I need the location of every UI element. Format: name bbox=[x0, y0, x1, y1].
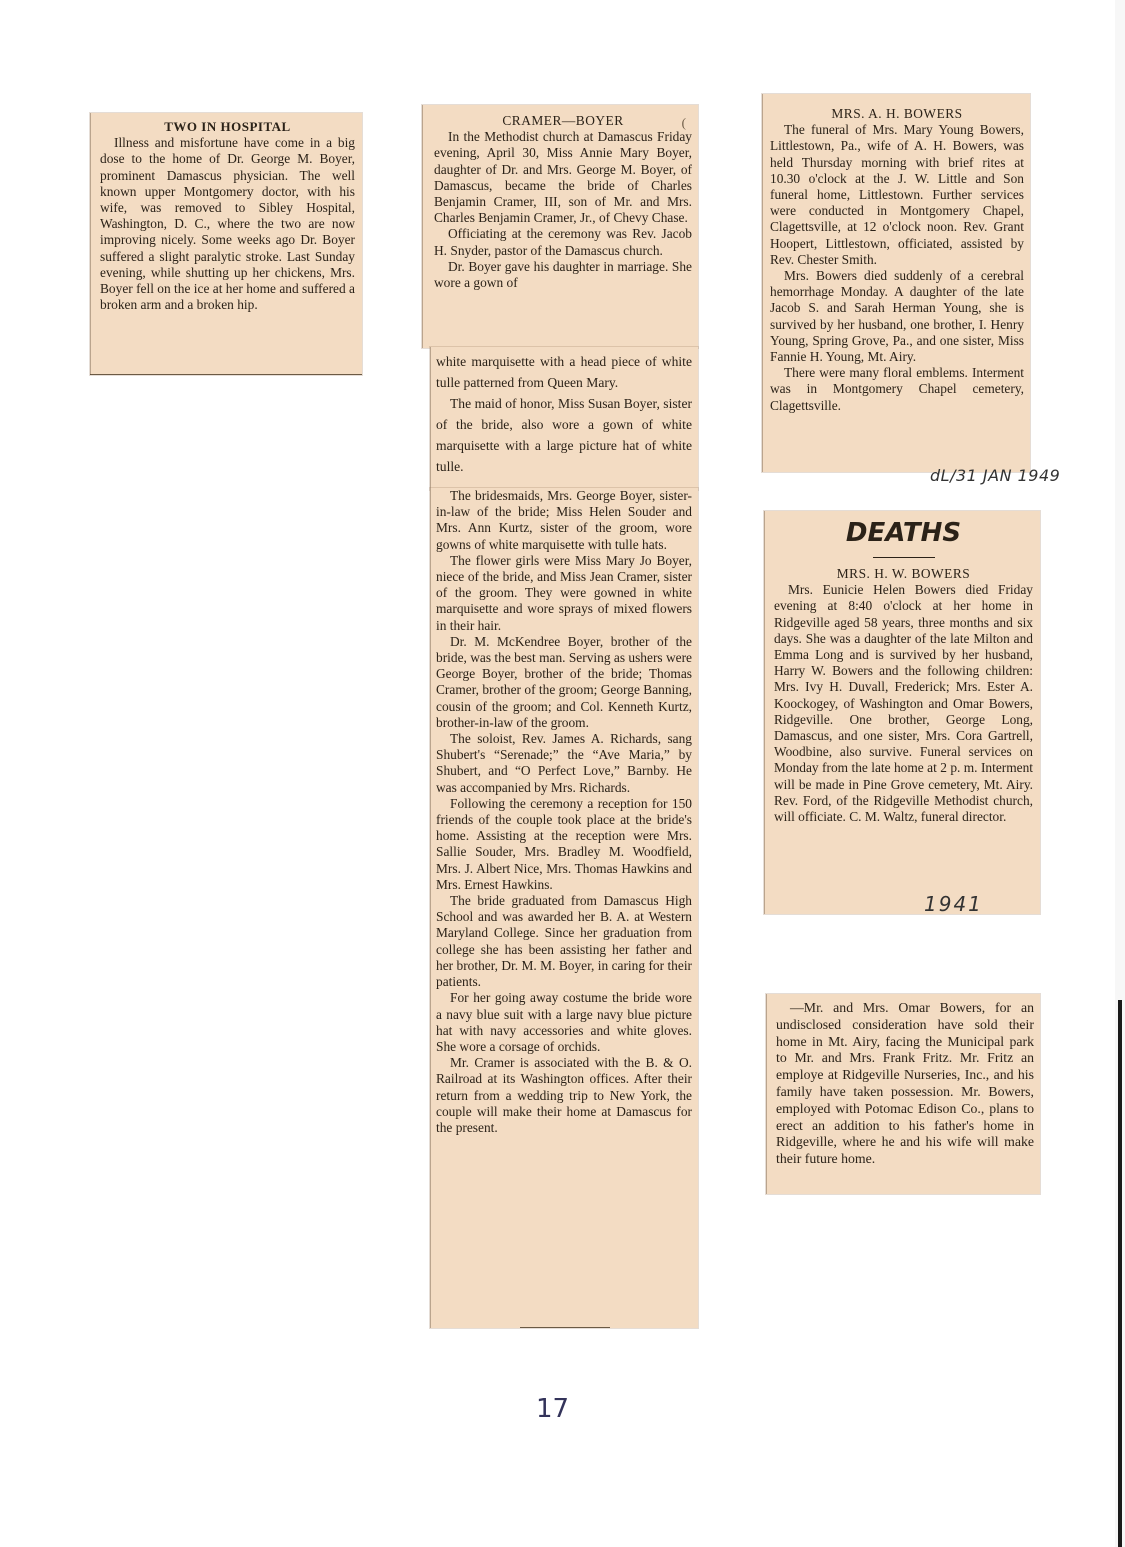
clipping-rule bbox=[90, 374, 362, 375]
clipping-headline: CRAMER—BOYER bbox=[502, 113, 624, 128]
clipping-mrs-ah-bowers bbox=[762, 94, 1030, 472]
wedding-paragraph: Following the ceremony a reception for 150 friends of the couple took place at the bride's home. Assisting at the reception were Mrs. Sallie Souder, Mrs. Bradley M. Woodfield, Mrs. J. Albert Nice, Mrs. Thomas Hawkins and Mrs. Ernest Hawkins. bbox=[436, 795, 692, 892]
news-item-body: —Mr. and Mrs. Omar Bowers, for an undisclosed consideration have sold their home in Mt. Airy, facing the Municipal park to Mr. and Mrs. Frank Fritz. Mr. Fritz an employe at Ridgeville Nurseries, Inc., and his family have taken possession. Mr. Bowers, employed with Potomac Edison Co., plans to erect an addition to his father's home in Ridgeville, where he and his wife will make their future home. bbox=[776, 1000, 1034, 1167]
obituary-paragraph: The funeral of Mrs. Mary Young Bowers, Littlestown, Pa., wife of A. H. Bowers, was held Thursday morning with brief rites at 10.30 o'clock at the J. W. Little and Son funeral home, Littlestown. Further services were conducted in Montgomery Chapel, Clagettsville, at 12 o'clock noon. Rev. Grant Hoopert, Littlestown, officiated, assisted by Rev. Chester Smith. bbox=[770, 122, 1024, 267]
clipping-headline: MRS. H. W. BOWERS bbox=[836, 566, 971, 581]
wedding-paragraph: The soloist, Rev. James A. Richards, sang Shubert's “Serenade;” the “Ave Maria,” by Shubert, and “O Perfect Love,” Barnby. He was accompanied by Mrs. Richards. bbox=[436, 731, 692, 795]
handwritten-date-annotation: dL/31 JAN 1949 bbox=[930, 466, 1061, 485]
margin-mark: ( bbox=[681, 115, 686, 130]
clipping-omar-bowers bbox=[766, 994, 1040, 1194]
clipping-cramer-boyer-top bbox=[422, 105, 698, 348]
wedding-paragraph: Dr. M. McKendree Boyer, brother of the bride, was the best man. Serving as ushers were George Boyer, brother of the bride; Thomas Cramer, brother of the groom; George Banning, cousin of the groom; and Col. Kenneth Kurtz, brother-in-law of the groom. bbox=[436, 633, 692, 730]
deaths-title: DEATHS bbox=[845, 518, 962, 548]
wedding-paragraph: For her going away costume the bride wore a navy blue suit with a large navy blue picture hat with navy accessories and white gloves. She wore a corsage of orchids. bbox=[436, 990, 692, 1054]
wedding-paragraph: Dr. Boyer gave his daughter in marriage. She wore a gown of bbox=[434, 258, 692, 291]
clipping-headline: MRS. A. H. BOWERS bbox=[831, 106, 963, 121]
obituary-body: Mrs. Eunicie Helen Bowers died Friday evening at 8:40 o'clock at her home in Ridgeville aged 58 years, three months and six days. She was a daughter of the late Milton and Emma Long and is survived by her husband, Harry W. Bowers and the following children: Mrs. Ivy H. Duvall, Frederick; Mrs. Ester A. Koockogey, of Washington and Omar Bowers, Ridgeville. One brother, George Long, Damascus, and one sister, Mrs. Cora Gartrell, Woodbine, also survive. Funeral services on Monday from the late home at 2 p. m. Interment will be made in Pine Grove cemetery, Mt. Airy. Rev. Ford, of the Ridgeville Methodist church, will officiate. C. M. Waltz, funeral director. bbox=[774, 582, 1033, 825]
clipping-body: Illness and misfortune have come in a big dose to the home of Dr. George M. Boyer, prominent Damascus physician. The well known upper Montgomery doctor, with his wife, was removed to Sibley Hospital, Washington, D. C., where the two are now improving nicely. Some weeks ago Dr. Boyer suffered a slight paralytic stroke. Last Sunday evening, while shutting up her chickens, Mrs. Boyer fell on the ice at her home and suffered a broken arm and a broken hip. bbox=[100, 135, 355, 313]
obituary-paragraph: There were many floral emblems. Interment was in Montgomery Chapel cemetery, Clagettsville. bbox=[770, 365, 1024, 413]
wedding-paragraph: white marquisette with a head piece of white tulle patterned from Queen Mary. bbox=[436, 354, 692, 390]
clipping-rule bbox=[520, 1327, 610, 1328]
obituary-paragraph: Mrs. Bowers died suddenly of a cerebral hemorrhage Monday. A daughter of the late Jacob S. and Sarah Herman Young, she is survived by her husband, one brother, I. Henry Young, Spring Grove, Pa., and one sister, Miss Fannie H. Young, Mt. Airy. bbox=[770, 268, 1024, 365]
wedding-paragraph: The bridesmaids, Mrs. George Boyer, sister-in-law of the bride; Miss Helen Souder and Mrs. Ann Kurtz, sister of the groom, wore gowns of white marquisette with tulle hats. bbox=[436, 488, 692, 552]
wedding-paragraph: Officiating at the ceremony was Rev. Jacob H. Snyder, pastor of the Damascus church. bbox=[434, 226, 692, 258]
wedding-paragraph: In the Methodist church at Damascus Friday evening, April 30, Miss Annie Mary Boyer, daughter of Dr. and Mrs. George M. Boyer, of Damascus, became the bride of Charles Benjamin Cramer, III, son of Mr. and Mrs. Charles Benjamin Cramer, Jr., of Chevy Chase. bbox=[434, 129, 692, 226]
wedding-paragraph: The flower girls were Miss Mary Jo Boyer, niece of the bride, and Miss Jean Cramer, sister of the groom. They were gowned in white marquisette and wore sprays of mixed flowers in their hair. bbox=[436, 552, 692, 633]
clipping-cramer-boyer-middle bbox=[430, 347, 698, 490]
clipping-deaths bbox=[764, 511, 1040, 914]
wedding-paragraph: The bride graduated from Damascus High School and was awarded her B. A. at Western Maryland College. Since her graduation from college she has been assisting her father and her brother, Dr. M. M. Boyer, in caring for their patients. bbox=[436, 893, 692, 990]
handwritten-year-annotation: 1941 bbox=[924, 892, 983, 916]
clipping-headline: TWO IN HOSPITAL bbox=[164, 119, 291, 134]
clipping-cramer-boyer-bottom bbox=[430, 488, 698, 1328]
clipping-two-in-hospital bbox=[90, 113, 362, 375]
wedding-paragraph: Mr. Cramer is associated with the B. & O. Railroad at its Washington offices. After their return from a wedding trip to New York, the couple will make their home at Damascus for the present. bbox=[436, 1055, 692, 1135]
scan-edge-bar bbox=[1118, 1000, 1122, 1547]
page-number: 17 bbox=[536, 1394, 570, 1424]
wedding-paragraph: The maid of honor, Miss Susan Boyer, sister of the bride, also wore a gown of white marquisette with a large picture hat of white tulle. bbox=[436, 396, 692, 474]
deaths-rule bbox=[873, 557, 935, 558]
